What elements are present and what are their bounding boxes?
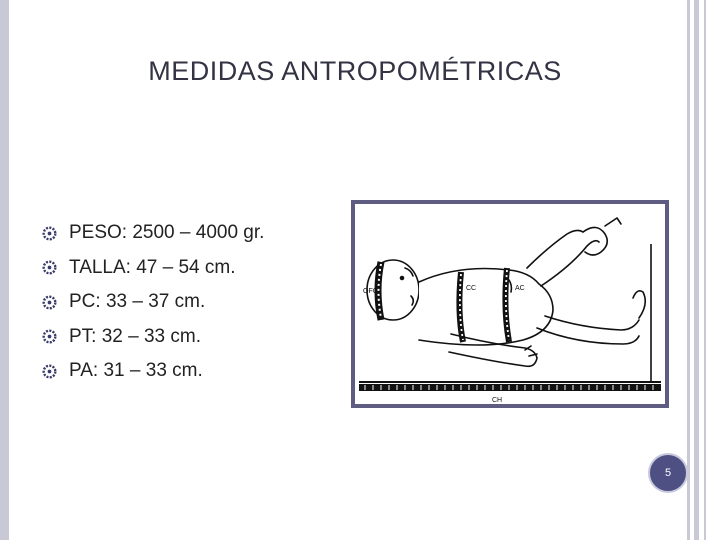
- bullet-text: PESO: 2500 – 4000 gr.: [69, 222, 265, 244]
- list-item: [42, 251, 264, 286]
- frame-line: [694, 0, 699, 540]
- label-ofc: OFC: [363, 288, 378, 295]
- slide-title: MEDIDAS ANTROPOMÉTRICAS: [148, 56, 562, 86]
- label-ac: AC: [515, 285, 525, 292]
- label-cc: CC: [466, 285, 477, 292]
- page-number-badge: 5: [648, 453, 688, 493]
- frame-line: [687, 0, 690, 540]
- gear-icon: [42, 364, 57, 379]
- infant-illustration: [355, 204, 665, 404]
- list-item: [42, 354, 264, 389]
- gear-icon: [42, 329, 57, 344]
- gear-icon: [42, 226, 57, 241]
- right-frame: [684, 0, 720, 540]
- bullet-text: PT: 32 – 33 cm.: [69, 325, 202, 347]
- gear-icon: [42, 260, 57, 275]
- bullet-text: TALLA: 47 – 54 cm.: [69, 256, 236, 278]
- list-item: [42, 320, 264, 355]
- gear-icon: [42, 295, 57, 310]
- label-ch: CH: [492, 397, 503, 404]
- list-item: [42, 216, 264, 251]
- infant-measurement-figure: [351, 200, 669, 408]
- bullet-text: PA: 31 – 33 cm.: [69, 360, 203, 382]
- frame-line: [704, 0, 706, 540]
- left-frame-bar: [0, 0, 9, 540]
- list-item: [42, 285, 264, 320]
- bullet-text: PC: 33 – 37 cm.: [69, 291, 206, 313]
- bullet-list: [42, 216, 264, 389]
